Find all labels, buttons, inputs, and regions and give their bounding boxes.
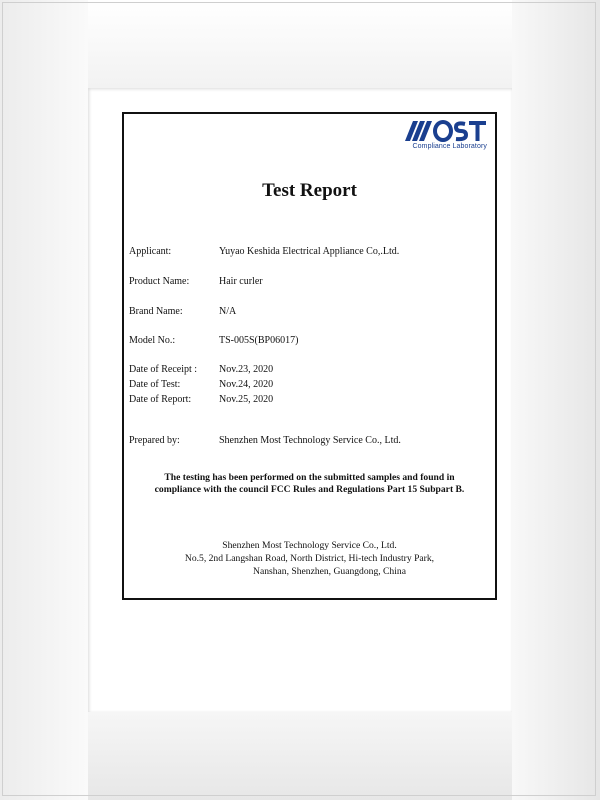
field-label: Date of Report: (129, 394, 192, 405)
lab-address (124, 539, 495, 578)
field-label: Date of Receipt : (129, 364, 198, 375)
field-value: TS-005S(BP06017) (219, 335, 299, 346)
logo-subtitle: Compliance Laboratory (412, 143, 487, 150)
frame-left-edge (0, 0, 88, 800)
field-product-name (129, 276, 263, 287)
compliance-statement (124, 472, 495, 496)
field-label: Date of Test: (129, 379, 181, 390)
field-value: Nov.23, 2020 (219, 364, 274, 375)
field-value: Hair curler (219, 276, 263, 287)
field-date-report (129, 394, 273, 405)
statement-line-2: compliance with the council FCC Rules and Regulations Part 15 Subpart B. (154, 484, 465, 495)
field-applicant (129, 246, 399, 257)
field-value: Nov.25, 2020 (219, 394, 274, 405)
field-prepared-by (129, 435, 401, 446)
frame-right-edge (512, 0, 600, 800)
field-date-receipt (129, 364, 273, 375)
field-label: Product Name: (129, 276, 190, 287)
field-model-no (129, 335, 298, 346)
address-line-2: No.5, 2nd Langshan Road, North District, Hi-tech Industry Park, (184, 553, 435, 564)
field-label: Model No.: (129, 335, 176, 346)
frame-bottom-edge (0, 712, 600, 800)
most-logo (395, 120, 487, 150)
field-value: N/A (219, 306, 237, 317)
field-label: Prepared by: (129, 435, 180, 446)
address-line-1: Shenzhen Most Technology Service Co., Ltd. (222, 540, 397, 551)
field-value: Nov.24, 2020 (219, 379, 274, 390)
statement-line-1: The testing has been performed on the submitted samples and found in (164, 472, 455, 483)
field-brand-name (129, 306, 236, 317)
report-title: Test Report (262, 180, 357, 201)
field-value: Yuyao Keshida Electrical Appliance Co,.Ltd. (219, 246, 400, 257)
most-logo-mark-icon (403, 120, 487, 142)
address-line-3: Nanshan, Shenzhen, Guangdong, China (253, 566, 406, 577)
field-value: Shenzhen Most Technology Service Co., Ltd. (219, 435, 401, 446)
field-label: Applicant: (129, 246, 172, 257)
test-report-document (122, 112, 497, 600)
frame-top-edge (0, 0, 600, 88)
field-label: Brand Name: (129, 306, 183, 317)
field-date-test (129, 379, 273, 390)
